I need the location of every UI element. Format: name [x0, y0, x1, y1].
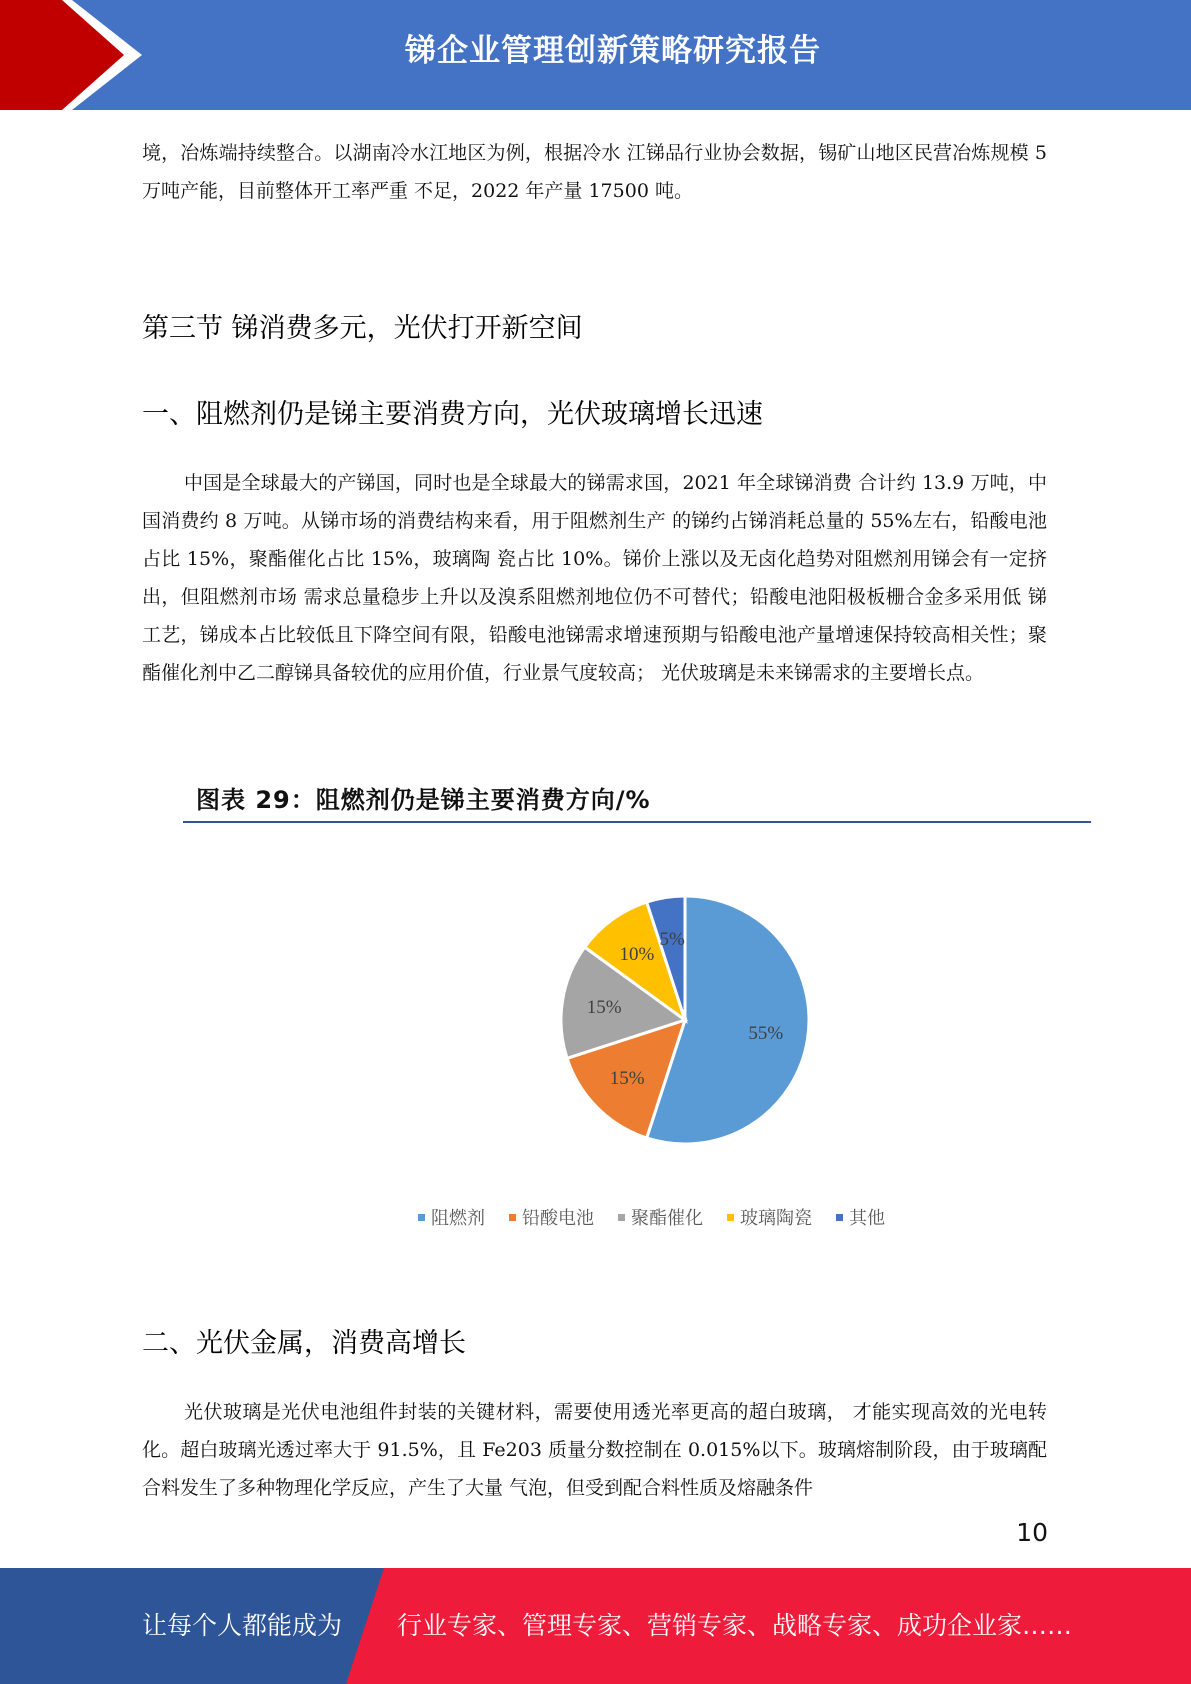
- pie-data-label-2: 15%: [609, 1067, 645, 1089]
- legend-swatch: [836, 1214, 843, 1221]
- legend-label: 其他: [849, 1208, 885, 1229]
- legend-label: 玻璃陶瓷: [740, 1208, 812, 1229]
- legend-item: [727, 1204, 812, 1230]
- chart-legend: [0, 1204, 1191, 1230]
- pie-data-label-5: 5%: [659, 929, 685, 951]
- legend-swatch: [418, 1214, 425, 1221]
- section-title: 第三节 锑消费多元，光伏打开新空间: [142, 313, 583, 344]
- footer-slogan-left: 让每个人都能成为: [142, 1611, 343, 1640]
- legend-item: [418, 1204, 485, 1230]
- legend-label: 阻燃剂: [431, 1208, 485, 1229]
- legend-item: [836, 1204, 885, 1230]
- page-header: [0, 0, 1191, 110]
- figure-title: 图表 29：阻燃剂仍是锑主要消费方向/%: [196, 786, 651, 814]
- legend-item: [618, 1204, 703, 1230]
- legend-item: [509, 1204, 594, 1230]
- legend-label: 聚酯催化: [631, 1208, 703, 1229]
- legend-swatch: [618, 1214, 625, 1221]
- pie-data-label-1: 55%: [748, 1022, 784, 1044]
- body-paragraph-2: 中国是全球最大的产锑国，同时也是全球最大的锑需求国，2021 年全球锑消费 合计约 13.9 万吨，中国消费约 8 万吨。从锑市场的消费结构来看，用于阻燃剂生产 的锑约占锑消耗总量的 55%左右，铅酸电池占比 15%，聚酯催化占比 15%，玻璃陶 瓷占比 10%。锑价上涨以及无卤化趋势对阻燃剂用锑会有一定挤出，但阻燃剂市场 需求总量稳步上升以及溴系阻燃剂地位仍不可替代；铅酸电池阳极板栅合金多采用低 锑工艺，锑成本占比较低且下降空间有限，铅酸电池锑需求增速预期与铅酸电池产量增速保持较高相关性；聚酯催化剂中乙二醇锑具备较优的应用价值，行业景气度较高； 光伏玻璃是未来锑需求的主要增长点。: [142, 472, 1047, 684]
- subsection-heading-2: 二、光伏金属，消费高增长: [142, 1328, 466, 1359]
- body-paragraph-1: 境，冶炼端持续整合。以湖南冷水江地区为例，根据冷水 江锑品行业协会数据，锡矿山地区民营冶炼规模 5 万吨产能，目前整体开工率严重 不足，2022 年产量 17500 吨。: [142, 142, 1047, 202]
- report-title: 锑企业管理创新策略研究报告: [405, 33, 821, 69]
- footer-slogan-right: 行业专家、管理专家、营销专家、战略专家、成功企业家……: [397, 1611, 1073, 1640]
- pie-data-label-4: 10%: [619, 943, 655, 965]
- figure-title-rule: [183, 821, 1091, 823]
- legend-label: 铅酸电池: [522, 1208, 594, 1229]
- page-footer: [0, 1568, 1191, 1684]
- pie-data-label-3: 15%: [586, 997, 622, 1019]
- body-paragraph-3: 光伏玻璃是光伏电池组件封装的关键材料，需要使用透光率更高的超白玻璃， 才能实现高效的光电转化。超白玻璃光透过率大于 91.5%，且 Fe203 质量分数控制在 0.015%以下。玻璃熔制阶段，由于玻璃配合料发生了多种物理化学反应，产生了大量 气泡，但受到配合料性质及熔融条件: [142, 1401, 1047, 1499]
- legend-swatch: [727, 1214, 734, 1221]
- legend-swatch: [509, 1214, 516, 1221]
- page-number: 10: [1016, 1518, 1048, 1547]
- subsection-heading-1: 一、阻燃剂仍是锑主要消费方向，光伏玻璃增长迅速: [142, 399, 763, 430]
- pie-chart: [555, 890, 815, 1150]
- pie-chart-svg: [555, 890, 815, 1150]
